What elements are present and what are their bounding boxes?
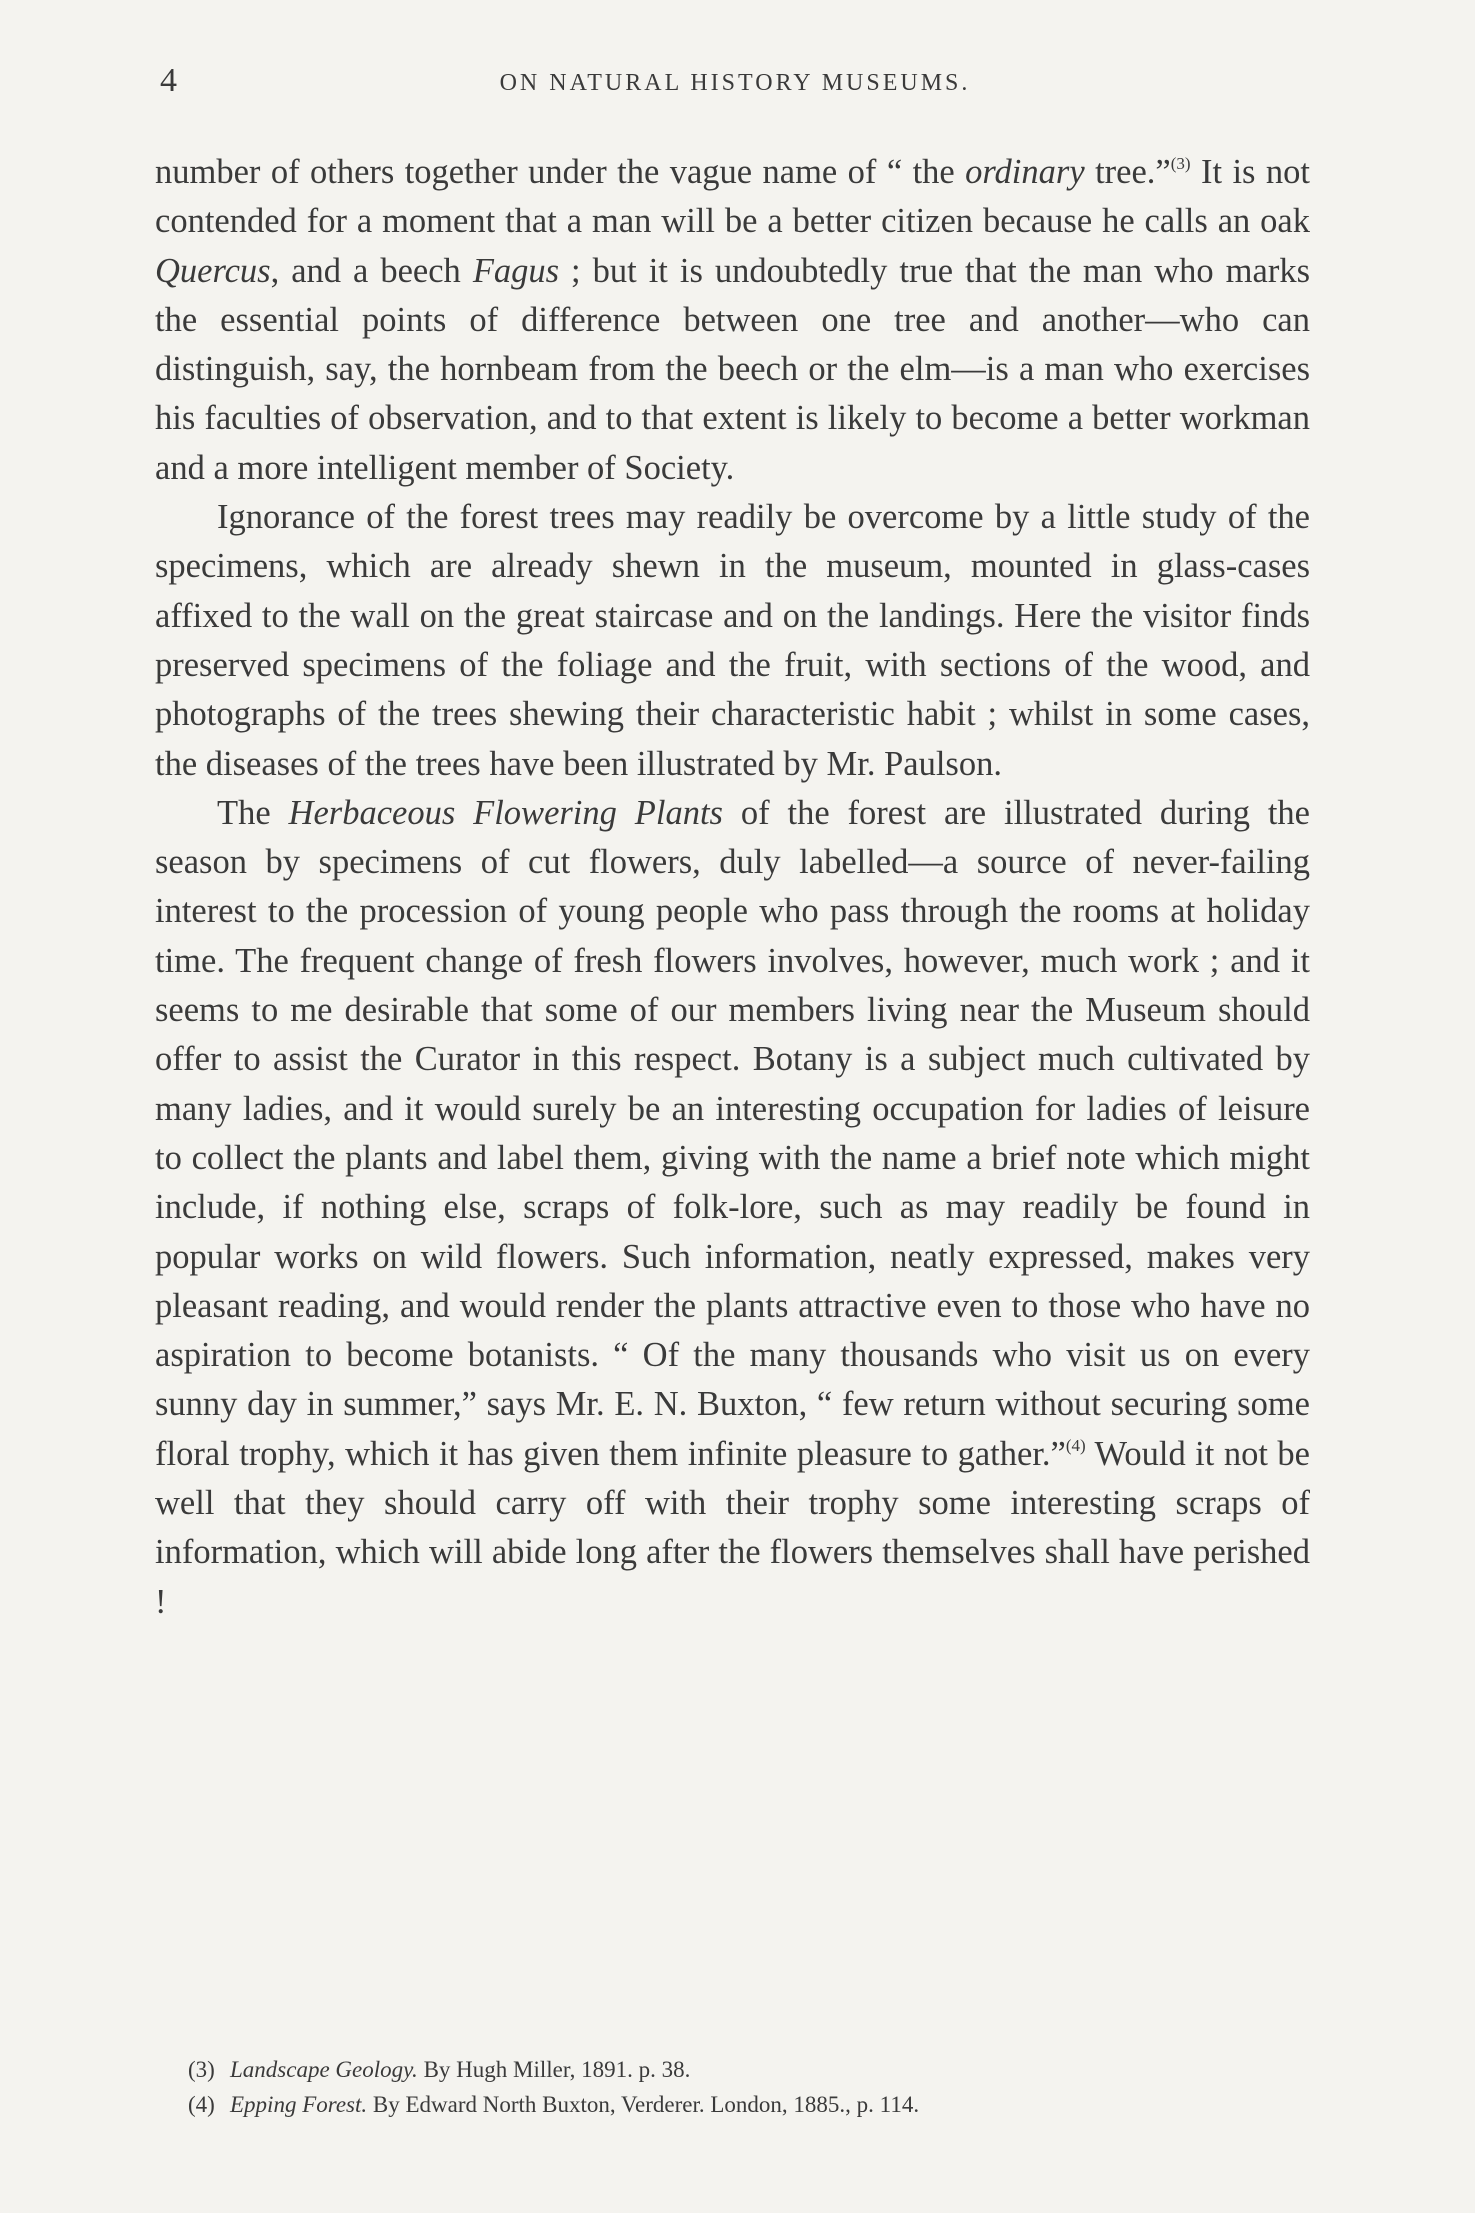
text-run: It is not contended for a moment that a man will be a better citizen because he calls an oak [155,153,1310,241]
footnote [188,2052,1308,2087]
italic-text: Quercus [155,251,271,290]
page-number: 4 [160,62,177,99]
footnotes [188,2052,1308,2122]
italic-text: Epping Forest. [230,2092,368,2117]
paragraph [155,493,1310,789]
footnote-text [230,2057,690,2082]
text-run: , and a beech [270,251,473,290]
body-text [155,148,1310,1627]
text-run: tree.” [1084,153,1171,191]
italic-text: Herbaceous Flowering Plants [288,793,723,832]
italic-text: Fagus [472,251,560,290]
text-run: By Hugh Miller, 1891. p. 38. [417,2057,691,2082]
text-run: The [217,793,289,832]
text-run: ; but it is undoubtedly true that the man who marks the essential points of difference between one tree and another—who can distinguish, say, the hornbeam from the beech or the elm—is a man who exercises his faculties of observation, and to that extent is likely to become a better workman and a more intelligent member of Society. [155,251,1310,487]
italic-text: ordinary [965,153,1085,191]
footnote-reference: (3) [1170,154,1191,173]
text-run: Would it not be well that they should carry off with their trophy some interesting scraps of information, which will abide long after the flowers themselves shall have perished ! [155,1434,1310,1621]
page-header [160,62,1310,102]
italic-text: Landscape Geology. [230,2057,418,2082]
footnote [188,2087,1308,2122]
text-run: Ignorance of the forest trees may readily be overcome by a little study of the specimens, which are already shewn in the museum, mounted in glass-cases affixed to the wall on the great staircase and on the landings. Here the visitor finds preserved specimens of the foliage and the fruit, with sections of the wood, and photographs of the trees shewing their characteristic habit ; whilst in some cases, the diseases of the trees have been illustrated by Mr. Paulson. [155,498,1310,783]
text-run: By Edward North Buxton, Verderer. London, 1885., p. 114. [367,2092,920,2117]
text-run: of the forest are illustrated during the season by specimens of cut flowers, duly labelled—a source of never-failing interest to the procession of young people who pass through the rooms at holiday time. The frequent change of fresh flowers involves, however, much work ; and it seems to me desirable that some of our members living near the Museum should offer to assist the Curator in this respect. Botany is a subject much cultivated by many ladies, and it would surely be an interesting occupation for ladies of leisure to collect the plants and label them, giving with the name a brief note which might include, if nothing else, scraps of folk-lore, such as may readily be found in popular works on wild flowers. Such information, neatly expressed, makes very pleasant reading, and would render the plants attractive even to those who have no aspiration to become botanists. “ Of the many thousands who visit us on every sunny day in summer,” says Mr. E. N. Buxton, “ few return without securing some floral trophy, which it has given them infinite pleasure to gather.” [155,793,1310,1473]
footnote-mark: (3) [188,2057,215,2082]
running-head: ON NATURAL HISTORY MUSEUMS. [499,70,971,96]
paragraph [155,148,1310,493]
footnote-reference: (4) [1065,1435,1086,1455]
footnote-text [230,2092,919,2117]
footnote-mark: (4) [188,2092,215,2117]
paragraph [155,789,1310,1627]
text-run: number of others together under the vague name of “ the [155,153,966,191]
